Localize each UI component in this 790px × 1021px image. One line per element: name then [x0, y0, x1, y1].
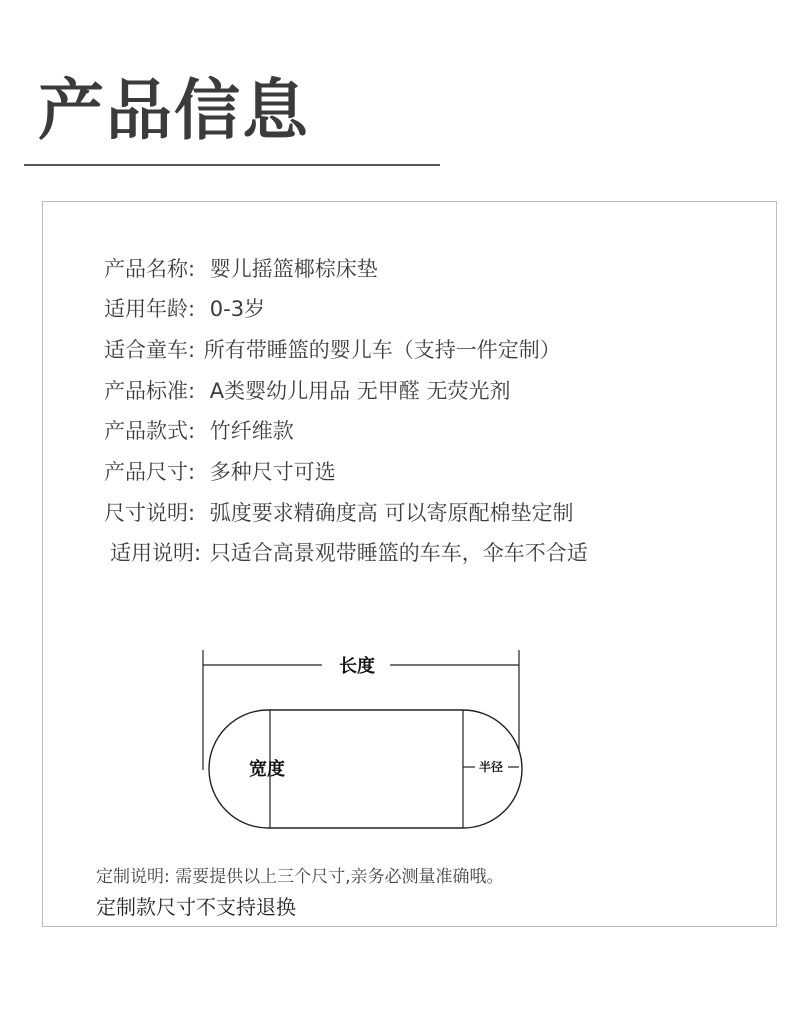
spec-value: 婴儿摇篮椰棕床垫: [209, 257, 378, 281]
mattress-dimension-diagram: [190, 640, 550, 840]
width-label: 宽度: [249, 759, 285, 780]
radius-label: 半径: [478, 760, 504, 774]
spec-row-stroller: [104, 340, 561, 361]
spec-row-name: [104, 259, 378, 280]
spec-label: 适用年龄:: [104, 297, 196, 321]
spec-label: 产品尺寸:: [104, 460, 196, 484]
spec-label: 产品标准:: [104, 379, 196, 403]
custom-size-note: 定制说明: 需要提供以上三个尺寸,亲务必测量准确哦。: [96, 867, 504, 887]
spec-value: 0-3岁: [209, 297, 266, 321]
spec-value: A类婴幼儿用品 无甲醛 无荧光剂: [209, 379, 511, 403]
spec-value: 所有带睡篮的婴儿车（支持一件定制）: [203, 338, 561, 362]
spec-label: 产品名称:: [104, 257, 196, 281]
page-title: 产品信息: [38, 72, 310, 149]
title-divider: [24, 164, 440, 166]
spec-row-standard: [104, 381, 510, 402]
spec-value: 弧度要求精确度高 可以寄原配棉垫定制: [209, 501, 574, 525]
spec-row-age: [104, 299, 265, 320]
no-return-note: 定制款尺寸不支持退换: [96, 895, 296, 919]
spec-value: 只适合高景观带睡篮的车车，伞车不合适: [209, 541, 588, 565]
spec-row-size: [104, 462, 336, 483]
spec-value: 多种尺寸可选: [209, 460, 336, 484]
spec-label: 适合童车:: [104, 338, 196, 362]
spec-row-usage-note: [110, 543, 588, 564]
spec-value: 竹纤维款: [209, 419, 294, 443]
spec-label: 产品款式:: [104, 419, 196, 443]
spec-row-size-note: [104, 503, 573, 524]
length-label: 长度: [339, 656, 375, 677]
spec-row-style: [104, 421, 294, 442]
spec-label: 尺寸说明:: [104, 501, 196, 525]
spec-label: 适用说明:: [110, 541, 202, 565]
